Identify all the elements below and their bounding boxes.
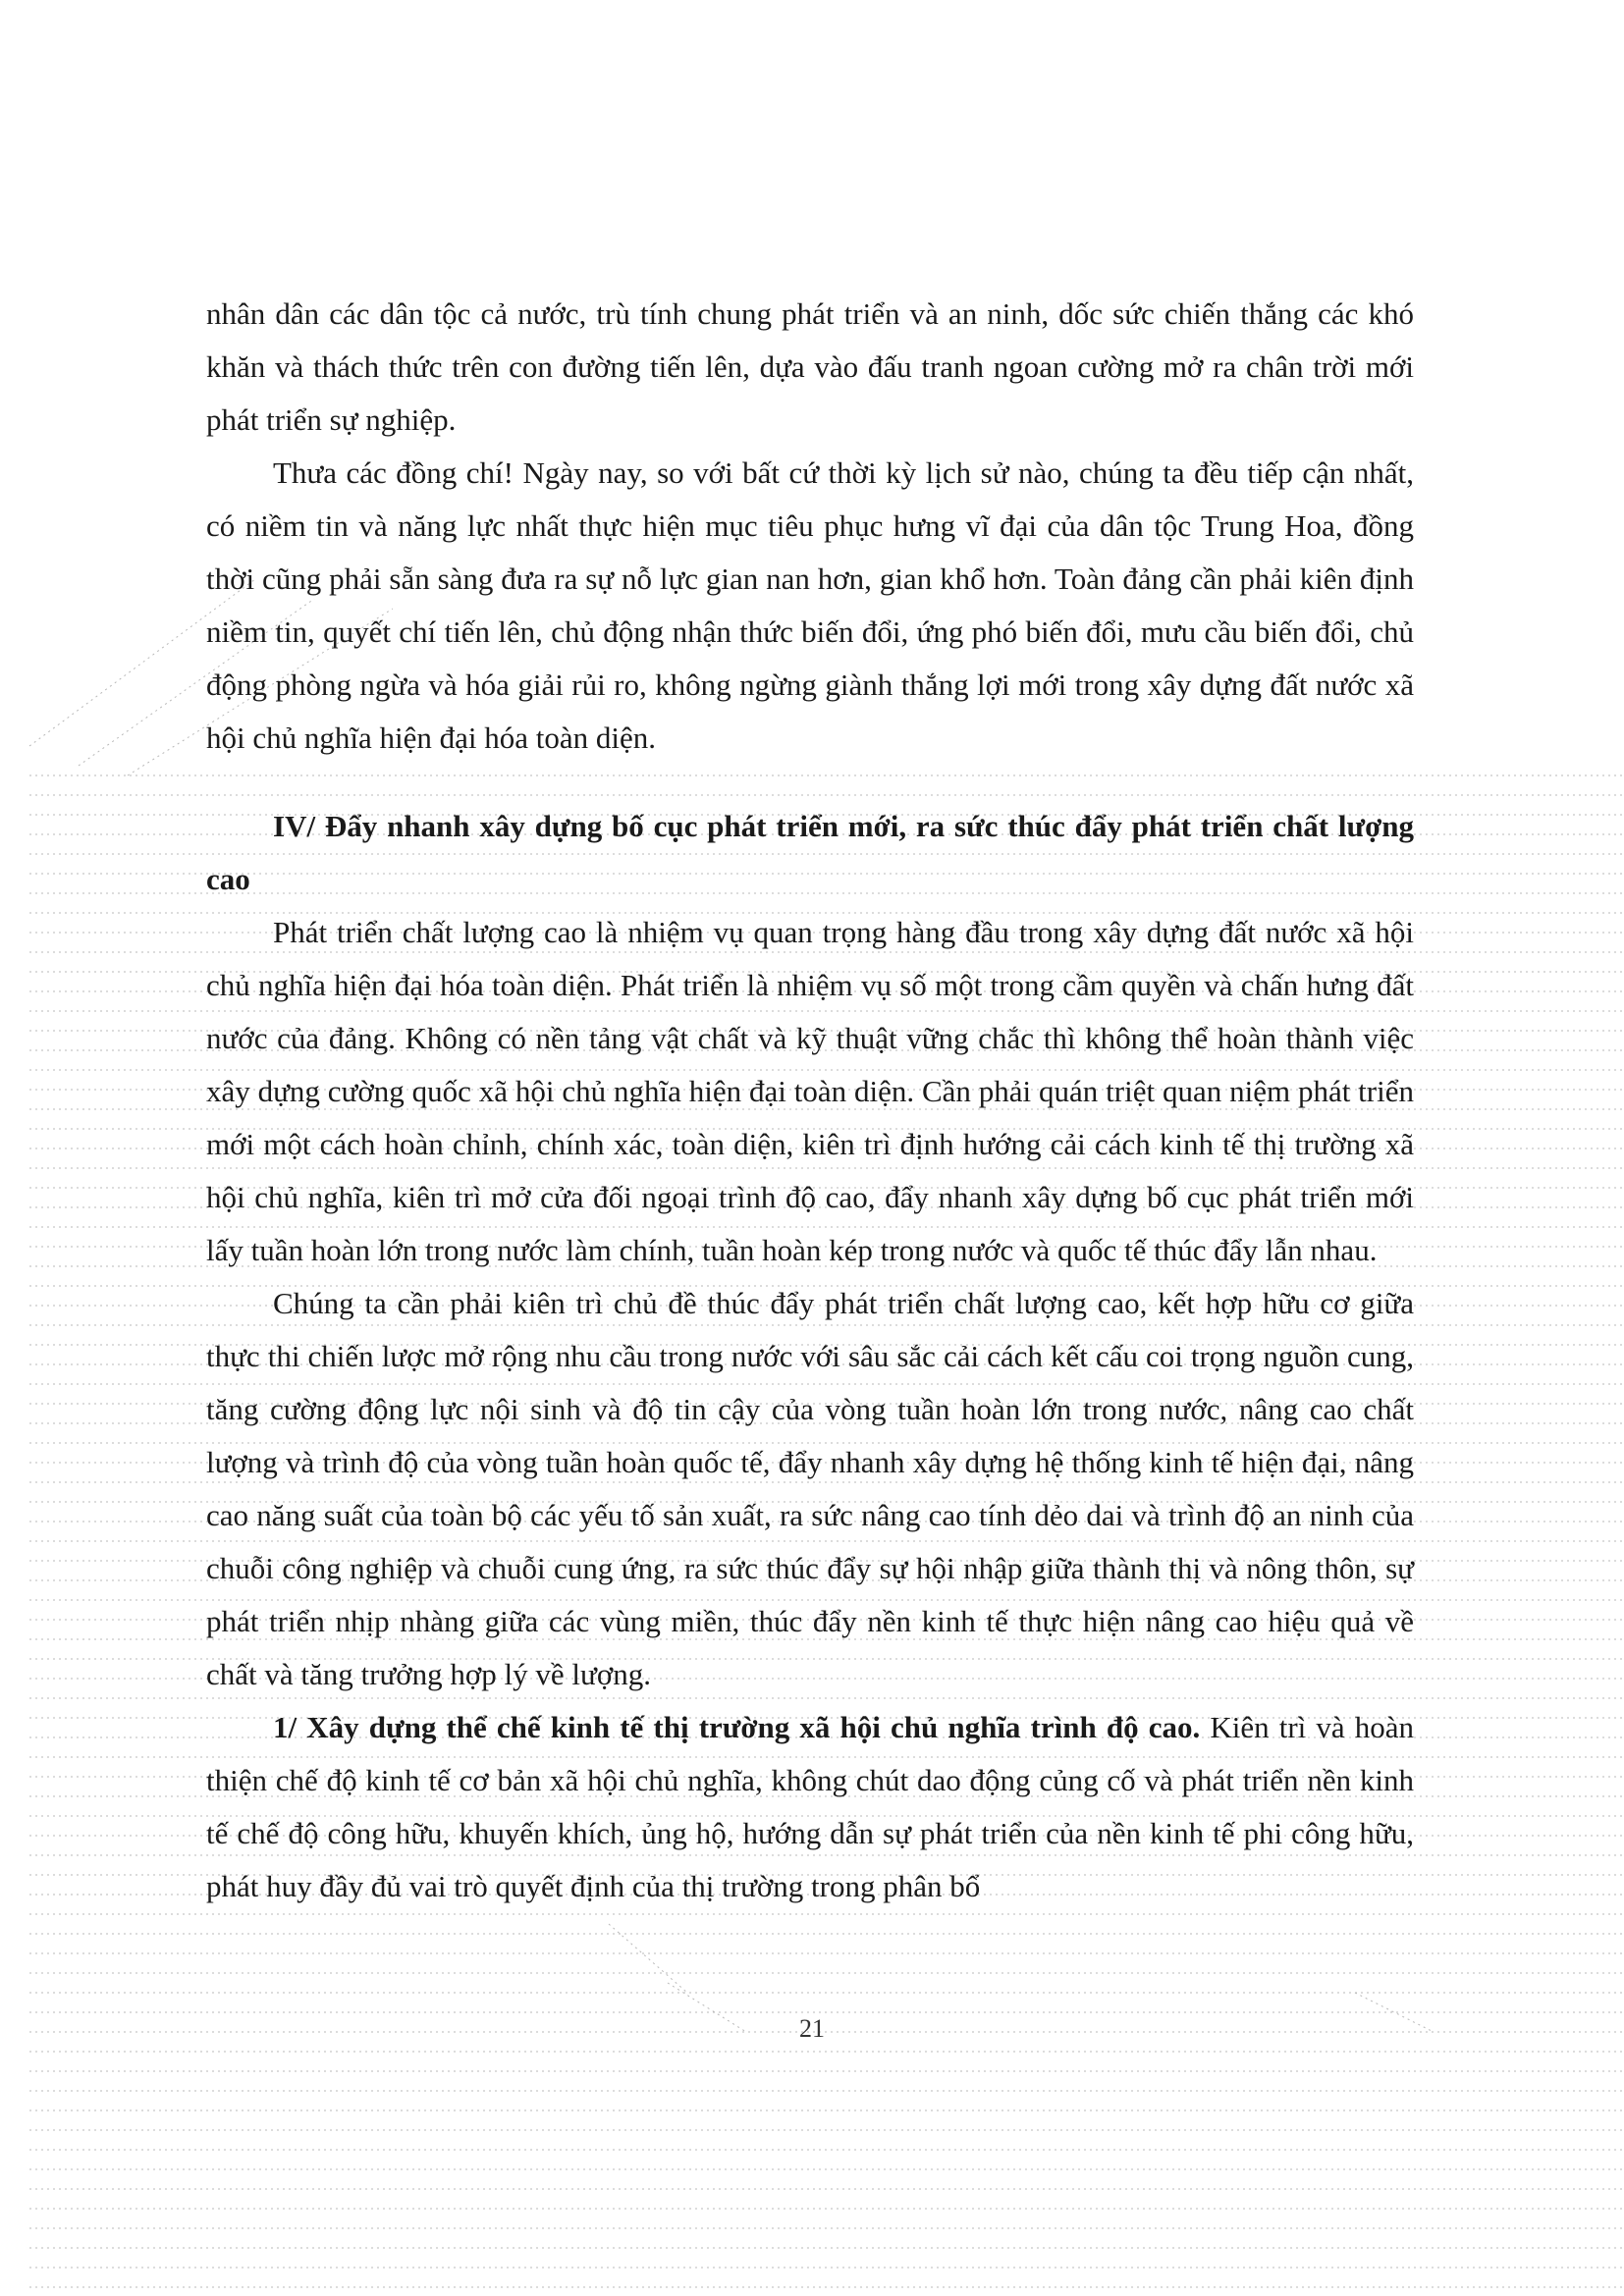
subsection-title: 1/ Xây dựng thể chế kinh tế thị trường xã hội chủ nghĩa trình độ cao. — [273, 1710, 1201, 1744]
document-body — [206, 288, 1414, 1913]
subsection-paragraph — [206, 1701, 1414, 1913]
paragraph-3: Phát triển chất lượng cao là nhiệm vụ quan trọng hàng đầu trong xây dựng đất nước xã hội chủ nghĩa hiện đại hóa toàn diện. Phát triển là nhiệm vụ số một trong cầm quyền và chấn hưng đất nước của đảng. Không có nền tảng vật chất và kỹ thuật vững chắc thì không thể hoàn thành việc xây dựng cường quốc xã hội chủ nghĩa hiện đại toàn diện. Cần phải quán triệt quan niệm phát triển mới một cách hoàn chỉnh, chính xác, toàn diện, kiên trì định hướng cải cách kinh tế thị trường xã hội chủ nghĩa, kiên trì mở cửa đối ngoại trình độ cao, đẩy nhanh xây dựng bố cục phát triển mới lấy tuần hoàn lớn trong nước làm chính, tuần hoàn kép trong nước và quốc tế thúc đẩy lẫn nhau. — [206, 915, 1414, 1267]
page-number: 21 — [799, 2014, 825, 2043]
paragraph-4: Chúng ta cần phải kiên trì chủ đề thúc đẩy phát triển chất lượng cao, kết hợp hữu cơ giữa thực thi chiến lược mở rộng nhu cầu trong nước với sâu sắc cải cách kết cấu coi trọng nguồn cung, tăng cường động lực nội sinh và độ tin cậy của vòng tuần hoàn lớn trong nước, nâng cao chất lượng và trình độ của vòng tuần hoàn quốc tế, đẩy nhanh xây dựng hệ thống kinh tế hiện đại, nâng cao năng suất của toàn bộ các yếu tố sản xuất, ra sức nâng cao tính dẻo dai và trình độ an ninh của chuỗi công nghiệp và chuỗi cung ứng, ra sức thúc đẩy sự hội nhập giữa thành thị và nông thôn, sự phát triển nhịp nhàng giữa các vùng miền, thúc đẩy nền kinh tế thực hiện nâng cao hiệu quả về chất và tăng trưởng hợp lý về lượng. — [206, 1286, 1414, 1691]
paragraph-1: nhân dân các dân tộc cả nước, trù tính chung phát triển và an ninh, dốc sức chiến thắng các khó khăn và thách thức trên con đường tiến lên, dựa vào đấu tranh ngoan cường mở ra chân trời mới phát triển sự nghiệp. — [206, 296, 1414, 437]
paragraph-2: Thưa các đồng chí! Ngày nay, so với bất cứ thời kỳ lịch sử nào, chúng ta đều tiếp cận nhất, có niềm tin và năng lực nhất thực hiện mục tiêu phục hưng vĩ đại của dân tộc Trung Hoa, đồng thời cũng phải sẵn sàng đưa ra sự nỗ lực gian nan hơn, gian khổ hơn. Toàn đảng cần phải kiên định niềm tin, quyết chí tiến lên, chủ động nhận thức biến đổi, ứng phó biến đổi, mưu cầu biến đổi, chủ động phòng ngừa và hóa giải rủi ro, không ngừng giành thắng lợi mới trong xây dựng đất nước xã hội chủ nghĩa hiện đại hóa toàn diện. — [206, 455, 1414, 755]
section-heading: IV/ Đẩy nhanh xây dựng bố cục phát triển mới, ra sức thúc đẩy phát triển chất lượng cao — [206, 809, 1414, 896]
subsection-text: Kiên trì và hoàn thiện chế độ kinh tế cơ bản xã hội chủ nghĩa, không chút dao động củng cố và phát triển nền kinh tế chế độ công hữu, khuyến khích, ủng hộ, hướng dẫn sự phát triển của nền kinh tế phi công hữu, phát huy đầy đủ vai trò quyết định của thị trường trong phân bổ — [206, 1710, 1415, 1903]
